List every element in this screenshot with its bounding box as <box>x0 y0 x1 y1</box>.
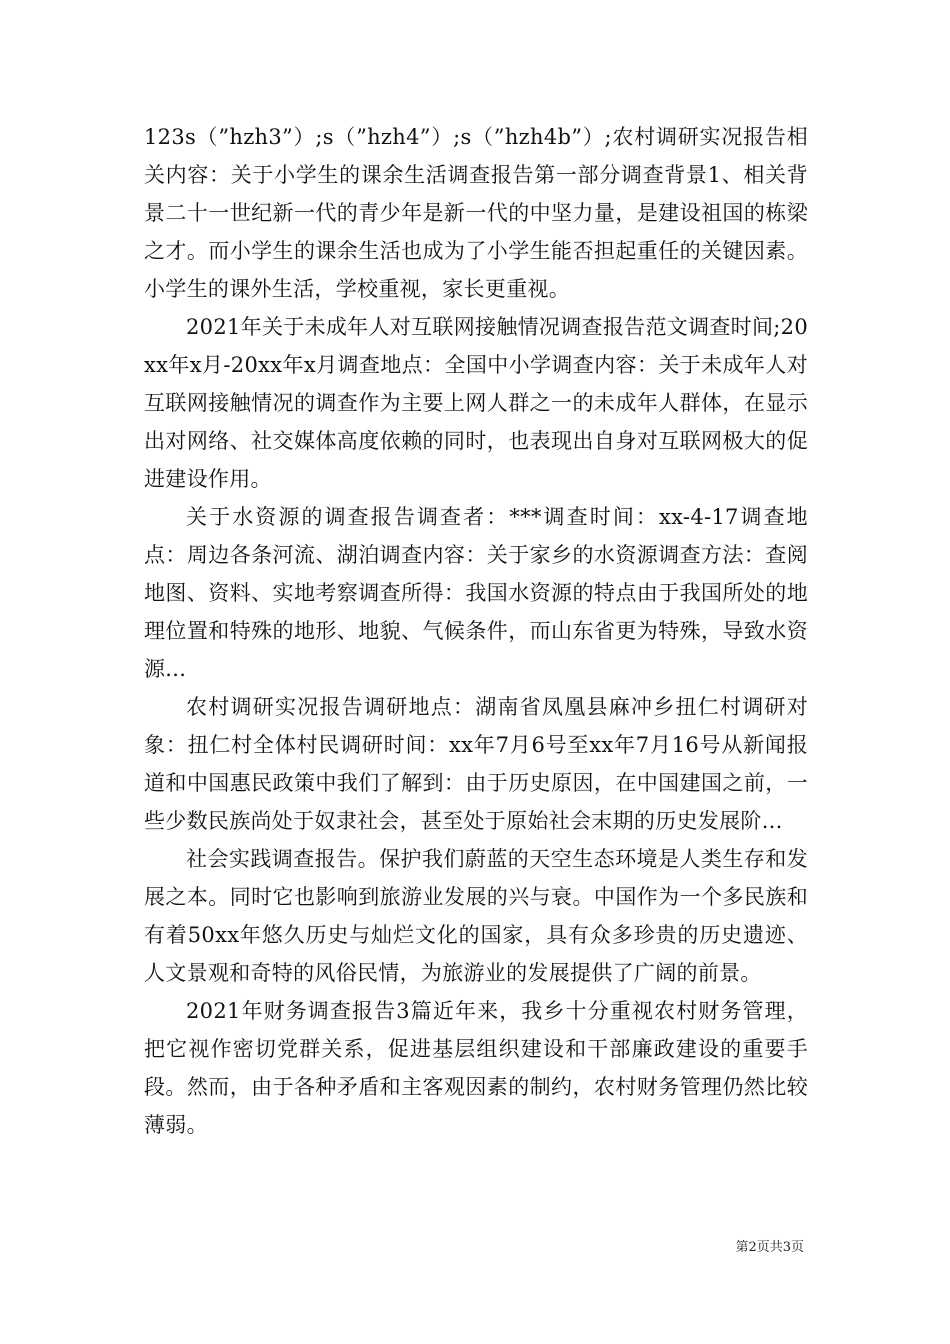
paragraph-1: 123s（”hzh3”）;s（”hzh4”）;s（”hzh4b”）;农村调研实况报告相关内容：关于小学生的课余生活调查报告第一部分调查背景1、相关背景二十一世纪新一代的青少年是新一代的中坚力量，是建设祖国的栋梁之才。而小学生的课余生活也成为了小学生能否担起重任的关键因素。小学生的课外生活，学校重视，家长更重视。 <box>144 125 808 301</box>
page-number: 第2页共3页 <box>735 1240 804 1255</box>
paragraph-4: 农村调研实况报告调研地点：湖南省凤凰县麻冲乡扭仁村调研对象：扭仁村全体村民调研时间：xx年7月6号至xx年7月16号从新闻报道和中国惠民政策中我们了解到：由于历史原因，在中国建国之前，一些少数民族尚处于奴隶社会，甚至处于原始社会末期的历史发展阶... <box>144 695 808 833</box>
paragraph-3: 关于水资源的调查报告调查者：***调查时间：xx-4-17调查地点：周边各条河流、湖泊调查内容：关于家乡的水资源调查方法：查阅地图、资料、实地考察调查所得：我国水资源的特点由于我国所处的地理位置和特殊的地形、地貌、气候条件，而山东省更为特殊，导致水资源... <box>144 505 808 681</box>
paragraph-6: 2021年财务调查报告3篇近年来，我乡十分重视农村财务管理，把它视作密切党群关系，促进基层组织建设和干部廉政建设的重要手段。然而，由于各种矛盾和主客观因素的制约，农村财务管理仍然比较薄弱。 <box>144 999 808 1137</box>
paragraph-5: 社会实践调查报告。保护我们蔚蓝的天空生态环境是人类生存和发展之本。同时它也影响到旅游业发展的兴与衰。中国作为一个多民族和有着50xx年悠久历史与灿烂文化的国家，具有众多珍贵的历史遗迹、人文景观和奇特的风俗民情，为旅游业的发展提供了广阔的前景。 <box>144 847 808 985</box>
paragraph-2: 2021年关于未成年人对互联网接触情况调查报告范文调查时间;20xx年x月-20xx年x月调查地点：全国中小学调查内容：关于未成年人对互联网接触情况的调查作为主要上网人群之一的未成年人群体，在显示出对网络、社交媒体高度依赖的同时，也表现出自身对互联网极大的促进建设作用。 <box>144 315 808 491</box>
document-body <box>144 118 808 1144</box>
